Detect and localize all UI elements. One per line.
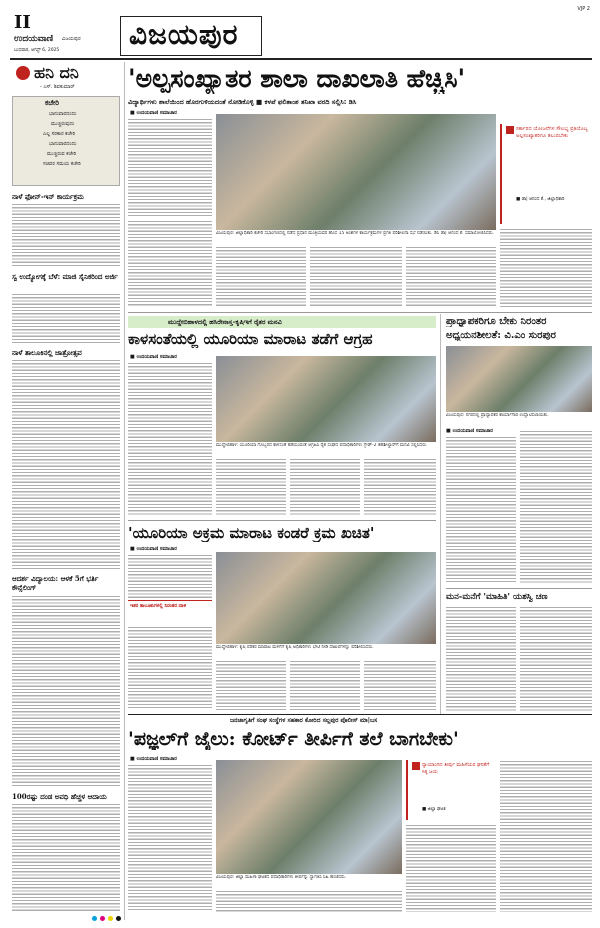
section-title: ವಿಜಯಪುರ bbox=[129, 18, 239, 51]
right-body-col bbox=[446, 606, 516, 712]
lead-body-col bbox=[128, 118, 212, 218]
kacheri-line: ಭಾನುವಾರದಂದು bbox=[49, 111, 77, 117]
sidebar-story-text bbox=[12, 595, 120, 787]
brand-city: ವಿಜಯಪುರ bbox=[62, 36, 81, 42]
lead-body-col bbox=[128, 220, 212, 306]
section-title-box bbox=[120, 16, 262, 56]
urea2-inset-label: ಇತರ ತಾಲೂಕುಗಳಲ್ಲಿ ನಿರಂತರ ದಾಳಿ bbox=[130, 604, 186, 609]
urea2-body-col bbox=[364, 660, 436, 710]
sidebar-story-head: ನಾಳೆ ಫೋನ್-ಇನ್ ಕಾರ್ಯಕ್ರಮ bbox=[12, 192, 84, 201]
lead-headline: 'ಅಲ್ಪಸಂಖ್ಯಾತರ ಶಾಲಾ ದಾಖಲಾತಿ ಹೆಚ್ಚಿಸಿ' bbox=[128, 64, 466, 93]
urea-body-col bbox=[216, 458, 286, 516]
lead-subhead: ವಿದ್ಯಾರ್ಥಿಗಳು ಶಾಲೆಯಿಂದ ಹೊರಗುಳಿಯದಂತೆ ನೋಡಿಕೊಳ್ಳಿ ■ ಕಳಪೆ ಫಲಿತಾಂಶ ತನಿಖಾ ವರದಿ ಸಲ್ಲಿಸಿ: ಡಿಸಿ bbox=[128, 98, 357, 106]
bottom-kicker: ಜನಜಾಗೃತಿಗೆ ಸಂಘ ಸಂಸ್ಥೆಗಳ ಸಹಕಾರ ಕೋರಿದ ಸಲ್ಲಪುರ ಪೊಲೀಸ್ ಮಾ|ಬಸ bbox=[230, 717, 378, 724]
urea-body-col bbox=[290, 458, 360, 516]
lead-photo bbox=[216, 114, 496, 230]
kacheri-line: ಎಲ್ಲ ಸರಕಾರ ಕಚೇರಿ bbox=[43, 131, 76, 137]
kacheri-line: ಸಚಿವರ ಸಮಯ ಕಚೇರಿ bbox=[43, 161, 81, 167]
kacheri-line: ಮುಚ್ಚಿರುವ ಕಚೇರಿ bbox=[47, 151, 77, 157]
urea-photo bbox=[216, 356, 436, 442]
column-logo-icon bbox=[16, 66, 30, 80]
lead-photo-caption: ವಿಜಯಪುರ: ಜಿಲ್ಲಾಧಿಕಾರಿ ಕಚೇರಿ ಸಭಾಂಗಣದಲ್ಲಿ ನಡೆದ ಪ್ರಧಾನ ಮಂತ್ರಿಯವರ ಹೊಸ 15 ಅಂಶಗಳ ಕಾರ್ಯಕ್ರಮಗಳ ಪ್ರಗತಿ ಪರಿಶೀಲನಾ ಸಭೆ ನಡೆಯಿತು. ಡಿಸಿ ಡಾ| ಆನಂದ ಕೆ. ಸಮಾಲೋಚಿಸಿದರು. bbox=[216, 231, 495, 236]
column-divider bbox=[440, 314, 441, 714]
bottom-body-col bbox=[406, 824, 496, 912]
bottom-body-col bbox=[500, 760, 592, 912]
right-head2: ಮನ-ಮನೆಗೆ 'ಮಾಹಿತಿ' ಯಶಸ್ವಿ ಚಣ bbox=[446, 592, 548, 602]
right-head-line2: ಅಧ್ಯಯನಶೀಲತೆ: ವಿ.ಎಂ ಸುರಪುರ bbox=[446, 330, 556, 341]
lead-quote-text: ಸರ್ಕಾರದ ಯೋಜನೆಗಳ ಸೌಲಭ್ಯ ಪ್ರತಿಯೊಬ್ಬ ಅಲ್ಪಸಂಖ್ಯಾತರಿಗೂ ತಲುಪಬೇಕು bbox=[516, 126, 589, 139]
bottom-photo bbox=[216, 760, 402, 874]
sidebar-story-head: ಸ್ವ ಉದ್ಯೋಗಕ್ಕೆ ಬೆಳೆ: ಮಾಜಿ ಸೈನಿಕರಿಂದ ಅರ್ಜಿ bbox=[12, 272, 118, 281]
brand-name: ಉದಯವಾಣಿ bbox=[14, 34, 54, 44]
section-rule bbox=[128, 714, 592, 715]
bottom-quote-name: ■ ಜಿಲ್ಲಾ ಘಟಕ bbox=[422, 807, 446, 812]
right-photo-caption: ವಿಜಯಪುರ: ನಗರದಲ್ಲಿ ಪ್ರಾಧ್ಯಾಪಕರ ಕಾರ್ಯಾಗಾರ ಉದ್ಘಾಟಿಸಲಾಯಿತು. bbox=[446, 413, 549, 418]
sidebar-story-text bbox=[12, 203, 120, 267]
lead-body-col bbox=[216, 246, 306, 308]
lead-body-col bbox=[310, 246, 402, 308]
kacheri-line: ಮುಚ್ಚಿರುವುದು bbox=[51, 121, 75, 127]
urea-body-col bbox=[128, 362, 212, 516]
right-body-col bbox=[520, 430, 592, 584]
section-rule bbox=[128, 312, 592, 313]
masthead-rule bbox=[10, 58, 592, 60]
section-rule bbox=[128, 520, 436, 521]
urea2-body-col bbox=[128, 554, 212, 598]
bottom-dateline: ■ ಉದಯವಾಣಿ ಸಮಾಚಾರ bbox=[130, 756, 177, 762]
bottom-body-col bbox=[128, 764, 212, 912]
column-author: - ಎಸ್. ಶಿವಕುಮಾರ್ bbox=[40, 84, 75, 90]
lead-body-col bbox=[406, 246, 496, 308]
right-body-col bbox=[446, 436, 516, 584]
right-body-col bbox=[520, 606, 592, 712]
urea2-headline: 'ಯೂರಿಯಾ ಅಕ್ರಮ ಮಾರಾಟ ಕಂಡರೆ ಕ್ರಮ ಖಚಿತ' bbox=[128, 524, 375, 542]
lead-quote-box bbox=[500, 124, 592, 224]
column-divider bbox=[124, 62, 125, 920]
bottom-quote-box bbox=[406, 760, 496, 820]
sidebar-story-head: 100ರಷ್ಟು ದಂಡ ಅವಧಿ ಹೆಚ್ಚಳ ಆದಾಯ bbox=[12, 792, 107, 801]
urea-photo-caption: ಮುದ್ದೇಬಿಹಾಳ: ಯೂರಿಯಾ ಗೊಬ್ಬರದ ಕಾಳಸಂತೆ ತಡೆಯುವಂತೆ ಆಗ್ರಹಿಸಿ ರೈತ ಸಂಘದ ಪದಾಧಿಕಾರಿಗಳು ಗ್ರೇಡ್-2 ತಹಶೀಲ್ದಾರ್‌ಗೆ ಮನವಿ ಸಲ್ಲಿಸಿದರು. bbox=[216, 443, 428, 448]
bottom-body-col bbox=[216, 890, 402, 912]
lead-quote-name: ■ ಡಾ| ಆನಂದ ಕೆ., ಜಿಲ್ಲಾಧಿಕಾರಿ bbox=[516, 197, 565, 202]
masthead bbox=[0, 0, 600, 58]
quote-mark-icon bbox=[506, 126, 514, 134]
urea2-photo bbox=[216, 552, 436, 644]
urea2-body-col bbox=[216, 660, 286, 710]
bottom-quote-text: ನ್ಯಾಯಾಂಗದ ತೀರ್ಪು ಮಹಿಳೆಯರ ಘನತೆಗೆ ಸಿಕ್ಕ ಜಯ bbox=[422, 762, 490, 775]
urea2-photo-caption: ಮುದ್ದೇಬಿಹಾಳ: ಕೃಷಿ ಪರಿಕರ ಮಾರಾಟ ಮಳಿಗೆಗೆ ಕೃಷಿ ಅಧಿಕಾರಿಗಳು ಭೇಟಿ ನೀಡಿ ದಾಖಲೆಗಳನ್ನು ಪರಿಶೀಲಿಸಿದರು. bbox=[216, 645, 374, 650]
page-tag: VJP 2 bbox=[577, 6, 590, 12]
lead-dateline: ■ ಉದಯವಾಣಿ ಸಮಾಚಾರ bbox=[130, 110, 177, 116]
section-rule bbox=[446, 588, 592, 589]
sidebar-story-head: ಆದರ್ಶ ವಿದ್ಯಾಲಯ: ಆಳಕೆ 5ಗೆ ಭರ್ತಿ ಕೌನ್ಸೆಲಿಂಗ್ bbox=[12, 574, 99, 592]
bottom-photo-caption: ವಿಜಯಪುರ: ಜಿಲ್ಲಾ ಮಹಿಳಾ ಘಟಕದ ಪದಾಧಿಕಾರಿಗಳು ತೀರ್ಪನ್ನು ಸ್ವಾಗತಿಸಿ ಸಿಹಿ ಹಂಚಿದರು. bbox=[216, 875, 347, 880]
bottom-headline: 'ಪಜ್ಞಲ್‌ಗೆ ಜೈಲು: ಕೋರ್ಟ್ ತೀರ್ಪಿಗೆ ತಲೆ ಬಾಗಬೇಕು' bbox=[128, 728, 459, 750]
urea-body-col bbox=[364, 458, 436, 516]
urea2-body-col bbox=[128, 626, 212, 710]
urea-headline: ಕಾಳಸಂತೆಯಲ್ಲಿ ಯೂರಿಯಾ ಮಾರಾಟ ತಡೆಗೆ ಆಗ್ರಹ bbox=[128, 330, 373, 348]
registration-dots bbox=[92, 916, 132, 922]
kacheri-line: ಭಾನುವಾರದಂದು bbox=[49, 141, 77, 147]
kacheri-title: ಕಚೇರಿ bbox=[45, 99, 59, 107]
sidebar-story-text bbox=[12, 359, 120, 569]
urea-banner bbox=[128, 316, 436, 328]
edition-date: ಬುಧವಾರ, ಆಗಸ್ಟ್ 6, 2025 bbox=[14, 48, 60, 53]
urea2-body-col bbox=[290, 660, 360, 710]
urea-dateline: ■ ಉದಯವಾಣಿ ಸಮಾಚಾರ bbox=[130, 354, 177, 360]
page-number: II bbox=[14, 12, 31, 33]
sidebar bbox=[10, 62, 122, 920]
column-title: ಹನಿ ದನಿ bbox=[34, 63, 79, 82]
urea-banner-text: ಮುದ್ದೇಬಿಹಾಳದಲ್ಲಿ ಹಸಿರೇನಾಸ್ತ-ಕೃಷಿಇಗೆ ರೈತರ ಮನವಿ bbox=[168, 318, 282, 326]
kacheri-box bbox=[12, 96, 120, 186]
sidebar-story-text bbox=[12, 803, 120, 911]
urea2-dateline: ■ ಉದಯವಾಣಿ ಸಮಾಚಾರ bbox=[130, 546, 177, 552]
right-photo bbox=[446, 346, 592, 412]
sidebar-story-text bbox=[12, 293, 120, 343]
sidebar-story-head: ನಾಳೆ ತಾಲೂಕಿನಲ್ಲಿ ಜಾತ್ರೋತ್ಸವ bbox=[12, 348, 82, 357]
quote-mark-icon bbox=[412, 762, 420, 770]
right-dateline: ■ ಉದಯವಾಣಿ ಸಮಾಚಾರ bbox=[446, 428, 493, 434]
right-head-line1: ಪ್ರಾಧ್ಯಾಪಕರಿಗೂ ಬೇಕು ನಿರಂತರ bbox=[446, 316, 547, 327]
urea2-inset bbox=[128, 600, 212, 624]
lead-body-col bbox=[500, 228, 592, 308]
